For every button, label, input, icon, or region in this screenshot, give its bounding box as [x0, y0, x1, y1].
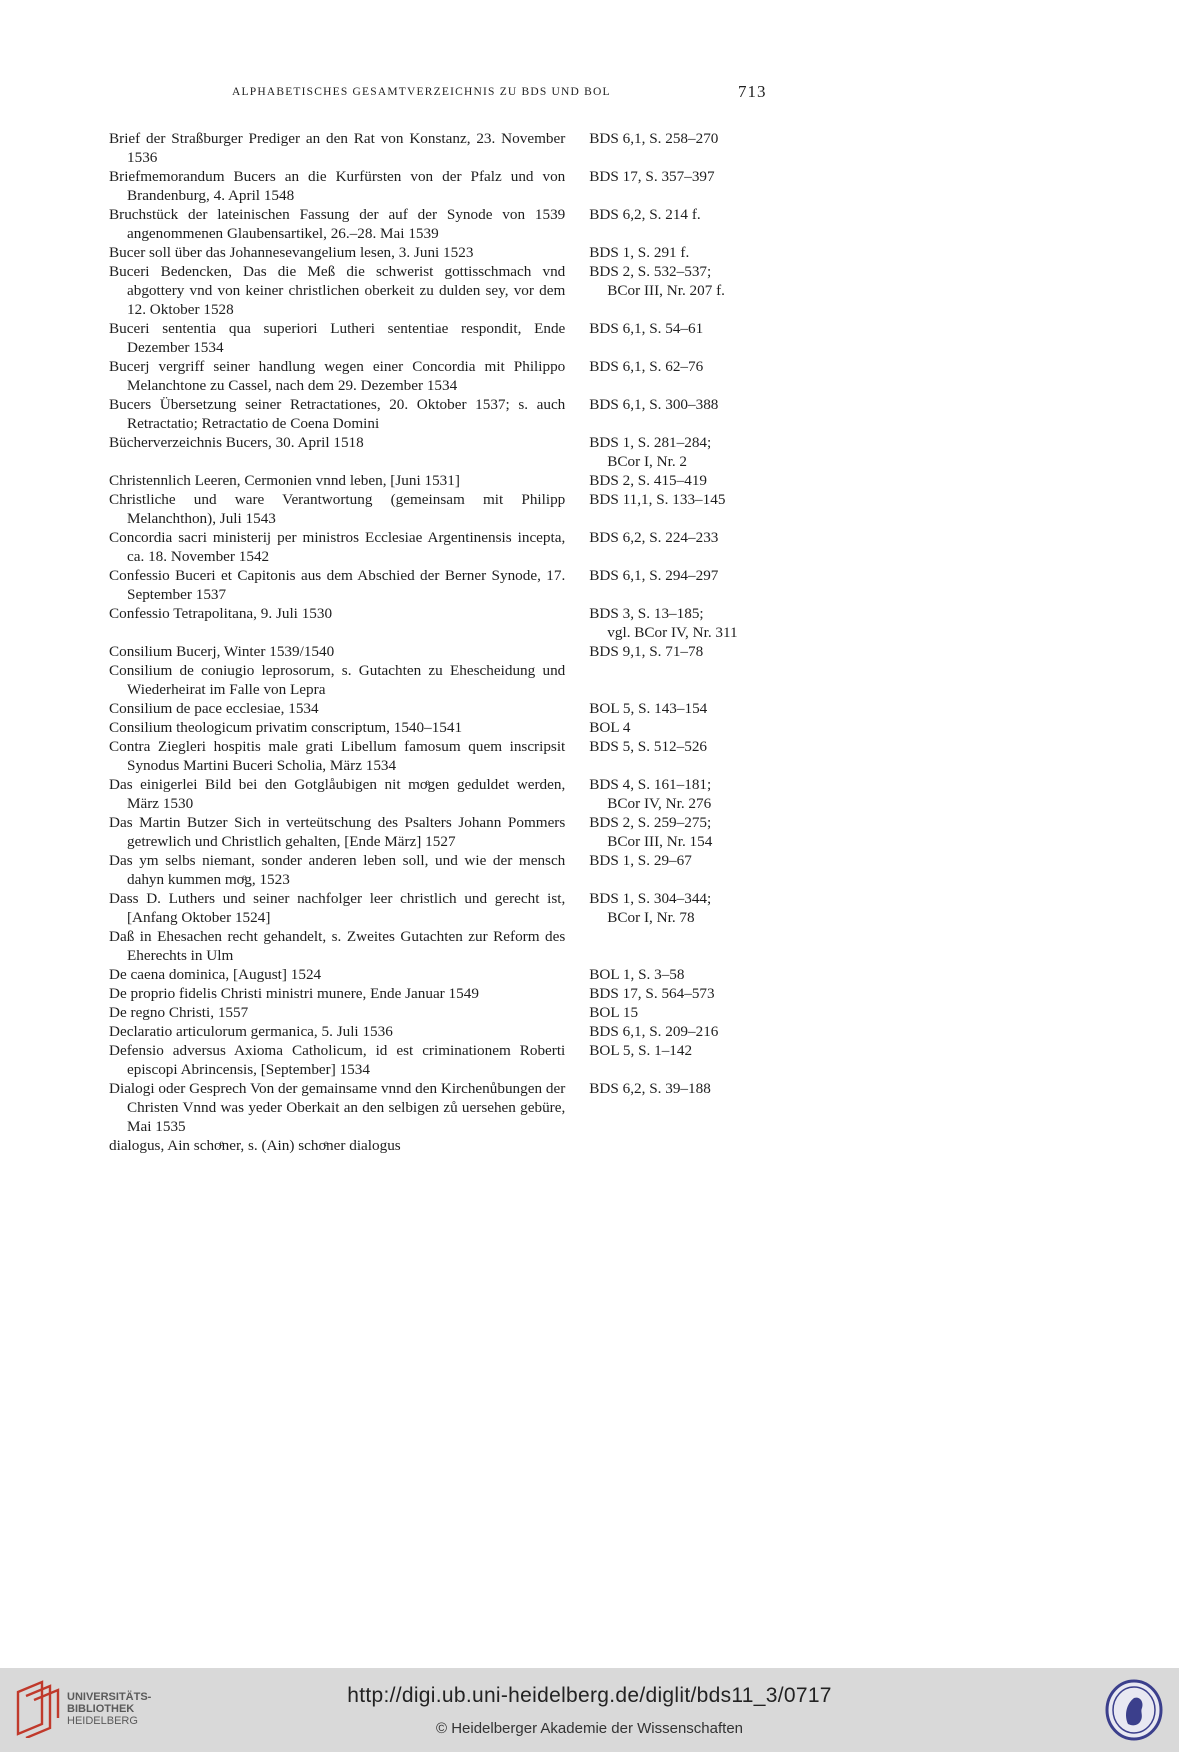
library-name-line-3: HEIDELBERG — [67, 1715, 138, 1727]
index-entry — [109, 357, 759, 395]
entry-reference — [589, 357, 759, 376]
reference-line: BDS 2, S. 259–275; — [589, 814, 712, 831]
index-entry — [109, 1136, 759, 1155]
entry-title: Consilium Bucerj, Winter 1539/1540 — [109, 643, 335, 660]
library-name-line-2: BIBLIOTHEK — [67, 1703, 135, 1715]
reference-line: BDS 11,1, S. 133–145 — [589, 491, 726, 508]
running-title: ALPHABETISCHES GESAMTVERZEICHNIS ZU BDS UND BOL — [232, 86, 611, 98]
entry-reference — [589, 1041, 759, 1060]
reference-line: BDS 6,1, S. 300–388 — [589, 396, 719, 413]
entry-title: Bucerj vergriff seiner handlung wegen einer Concordia mit Philippo Melanchtone zu Cassel, nach dem 29. Dezember 1534 — [109, 358, 566, 394]
entry-reference — [589, 471, 759, 490]
entry-title: Buceri Bedencken, Das die Meß die schwerist gottisschmach vnd abgottery vnd von keiner christlichen oberkeit zu dulden sey, vor dem 12. Oktober 1528 — [109, 263, 566, 318]
index-entry — [109, 243, 759, 262]
entry-title: De proprio fidelis Christi ministri munere, Ende Januar 1549 — [109, 985, 479, 1002]
index-entry — [109, 965, 759, 984]
footer-bar — [0, 1668, 1179, 1752]
entry-title: Dass D. Luthers und seiner nachfolger leer christlich und gerecht ist, [Anfang Oktober 1524] — [109, 890, 566, 926]
reference-line: vgl. BCor IV, Nr. 311 — [607, 624, 738, 641]
entry-title: dialogus, Ain schoͤner, s. (Ain) schoͤner dialogus — [109, 1137, 401, 1154]
entry-title: Bucer soll über das Johannesevangelium lesen, 3. Juni 1523 — [109, 244, 474, 261]
index-entry — [109, 1003, 759, 1022]
index-entry — [109, 737, 759, 775]
entry-reference — [589, 642, 759, 661]
reference-line: BDS 6,1, S. 258–270 — [589, 130, 719, 147]
reference-line: BDS 1, S. 291 f. — [589, 244, 690, 261]
page-header — [0, 82, 1179, 106]
entry-reference — [589, 319, 759, 338]
document-url[interactable]: http://digi.ub.uni-heidelberg.de/diglit/bds11_3/0717 — [347, 1684, 832, 1707]
index-entry — [109, 1041, 759, 1079]
entry-title: Declaratio articulorum germanica, 5. Juli 1536 — [109, 1023, 393, 1040]
index-entry — [109, 642, 759, 661]
entry-title: Daß in Ehesachen recht gehandelt, s. Zweites Gutachten zur Reform des Eherechts in Ulm — [109, 928, 566, 964]
entry-reference — [589, 718, 759, 737]
reference-line: BOL 5, S. 143–154 — [589, 700, 708, 717]
entry-title: Briefmemorandum Bucers an die Kurfürsten von der Pfalz und von Brandenburg, 4. April 1548 — [109, 168, 566, 204]
entry-reference — [589, 1003, 759, 1022]
index-entry — [109, 718, 759, 737]
entry-title: Das Martin Butzer Sich in verteütschung des Psalters Johann Pommers getrewlich und Christlich gehalten, [Ende März] 1527 — [109, 814, 566, 850]
entry-title: De caena dominica, [August] 1524 — [109, 966, 322, 983]
entry-reference — [589, 1022, 759, 1041]
index-entry — [109, 984, 759, 1003]
entry-title: Defensio adversus Axioma Catholicum, id est criminationem Roberti episcopi Abrincensis, [September] 1534 — [109, 1042, 566, 1078]
entry-reference — [589, 813, 759, 851]
reference-line: BDS 6,1, S. 54–61 — [589, 320, 704, 337]
index-entry — [109, 927, 759, 965]
reference-line: BDS 2, S. 415–419 — [589, 472, 708, 489]
entry-title: Brief der Straßburger Prediger an den Rat von Konstanz, 23. November 1536 — [109, 130, 566, 166]
entry-reference — [589, 851, 759, 870]
entry-title: Consilium theologicum privatim conscriptum, 1540–1541 — [109, 719, 463, 736]
reference-line: BDS 6,2, S. 214 f. — [589, 206, 701, 223]
index-entry — [109, 699, 759, 718]
entry-title: Christennlich Leeren, Cermonien vnnd leben, [Juni 1531] — [109, 472, 460, 489]
entry-title: Confessio Tetrapolitana, 9. Juli 1530 — [109, 605, 333, 622]
entry-title: Bücherverzeichnis Bucers, 30. April 1518 — [109, 434, 364, 451]
reference-line: BDS 6,1, S. 62–76 — [589, 358, 704, 375]
entry-title: Confessio Buceri et Capitonis aus dem Abschied der Berner Synode, 17. September 1537 — [109, 567, 566, 603]
index-entry — [109, 319, 759, 357]
index-entry — [109, 205, 759, 243]
index-entry — [109, 566, 759, 604]
entry-title: Das einigerlei Bild bei den Gotglåubigen nit moͤgen geduldet werden, März 1530 — [109, 776, 566, 812]
reference-line: BDS 2, S. 532–537; — [589, 263, 712, 280]
reference-line: BOL 15 — [589, 1004, 639, 1021]
entry-title: Consilium de pace ecclesiae, 1534 — [109, 700, 319, 717]
entry-title: Consilium de coniugio leprosorum, s. Gutachten zu Ehescheidung und Wiederheirat im Falle von Lepra — [109, 662, 566, 698]
entry-reference — [589, 604, 759, 642]
entry-reference — [589, 1079, 759, 1098]
index-entry — [109, 661, 759, 699]
reference-line: BDS 6,2, S. 224–233 — [589, 529, 719, 546]
entry-title: Concordia sacri ministerij per ministros Ecclesiae Argentinensis incepta, ca. 18. November 1542 — [109, 529, 566, 565]
entry-title: Dialogi oder Gesprech Von der gemainsame vnnd den Kirchenůbungen der Christen Vnnd was yeder Oberkait an den selbigen zů uersehen gebüre, Mai 1535 — [109, 1080, 566, 1135]
reference-line: BDS 1, S. 304–344; — [589, 890, 712, 907]
index-entry — [109, 528, 759, 566]
index-entry — [109, 813, 759, 851]
entry-reference — [589, 129, 759, 148]
entry-reference — [589, 699, 759, 718]
entry-title: Buceri sententia qua superiori Lutheri sententiae respondit, Ende Dezember 1534 — [109, 320, 566, 356]
entry-reference — [589, 775, 759, 813]
index-entry — [109, 395, 759, 433]
index-entry — [109, 775, 759, 813]
index-entry — [109, 471, 759, 490]
index-entry — [109, 262, 759, 319]
academy-seal-icon — [1104, 1678, 1164, 1742]
index-entry — [109, 851, 759, 889]
reference-line: BCor III, Nr. 207 f. — [607, 282, 725, 299]
library-name-line-1: UNIVERSITÄTS- — [67, 1691, 152, 1703]
index-entry — [109, 129, 759, 167]
index-entry — [109, 604, 759, 642]
copyright-notice: © Heidelberger Akademie der Wissenschaften — [435, 1720, 744, 1737]
entry-reference — [589, 965, 759, 984]
index-entry — [109, 889, 759, 927]
reference-line: BDS 17, S. 357–397 — [589, 168, 715, 185]
entry-reference — [589, 395, 759, 414]
index-entry — [109, 167, 759, 205]
reference-line: BCor I, Nr. 78 — [607, 909, 695, 926]
entry-reference — [589, 984, 759, 1003]
reference-line: BCor I, Nr. 2 — [607, 453, 688, 470]
reference-line: BDS 17, S. 564–573 — [589, 985, 715, 1002]
entry-reference — [589, 566, 759, 585]
index-entry — [109, 433, 759, 471]
entry-title: Christliche und ware Verantwortung (gemeinsam mit Philipp Melanchthon), Juli 1543 — [109, 491, 566, 527]
entry-title: Contra Ziegleri hospitis male grati Libellum famosum quem inscripsit Synodus Martini Buceri Scholia, März 1534 — [109, 738, 566, 774]
reference-line: BDS 6,1, S. 294–297 — [589, 567, 719, 584]
index-list — [109, 129, 759, 1155]
entry-title: Das ym selbs niemant, sonder anderen leben soll, und wie der mensch dahyn kummen moͤg, 1523 — [109, 852, 566, 888]
entry-reference — [589, 433, 759, 471]
reference-line: BCor III, Nr. 154 — [607, 833, 713, 850]
page-number: 713 — [738, 82, 767, 101]
reference-line: BDS 9,1, S. 71–78 — [589, 643, 704, 660]
entry-title: De regno Christi, 1557 — [109, 1004, 249, 1021]
entry-reference — [589, 737, 759, 756]
reference-line: BOL 1, S. 3–58 — [589, 966, 685, 983]
index-entry — [109, 1022, 759, 1041]
reference-line: BDS 3, S. 13–185; — [589, 605, 704, 622]
reference-line: BDS 5, S. 512–526 — [589, 738, 708, 755]
entry-reference — [589, 205, 759, 224]
entry-reference — [589, 243, 759, 262]
entry-reference — [589, 262, 759, 300]
entry-reference — [589, 528, 759, 547]
reference-line: BOL 4 — [589, 719, 631, 736]
reference-line: BDS 6,1, S. 209–216 — [589, 1023, 719, 1040]
entry-reference — [589, 889, 759, 927]
entry-reference — [589, 167, 759, 186]
reference-line: BDS 6,2, S. 39–188 — [589, 1080, 711, 1097]
entry-title: Bucers Übersetzung seiner Retractationes, 20. Oktober 1537; s. auch Retractatio; Retractatio de Coena Domini — [109, 396, 566, 432]
entry-reference — [589, 490, 759, 509]
reference-line: BDS 1, S. 29–67 — [589, 852, 692, 869]
reference-line: BCor IV, Nr. 276 — [607, 795, 712, 812]
reference-line: BOL 5, S. 1–142 — [589, 1042, 693, 1059]
reference-line: BDS 1, S. 281–284; — [589, 434, 712, 451]
index-entry — [109, 1079, 759, 1136]
index-entry — [109, 490, 759, 528]
reference-line: BDS 4, S. 161–181; — [589, 776, 712, 793]
entry-title: Bruchstück der lateinischen Fassung der auf der Synode von 1539 angenommenen Glaubensartikel, 26.–28. Mai 1539 — [109, 206, 566, 242]
